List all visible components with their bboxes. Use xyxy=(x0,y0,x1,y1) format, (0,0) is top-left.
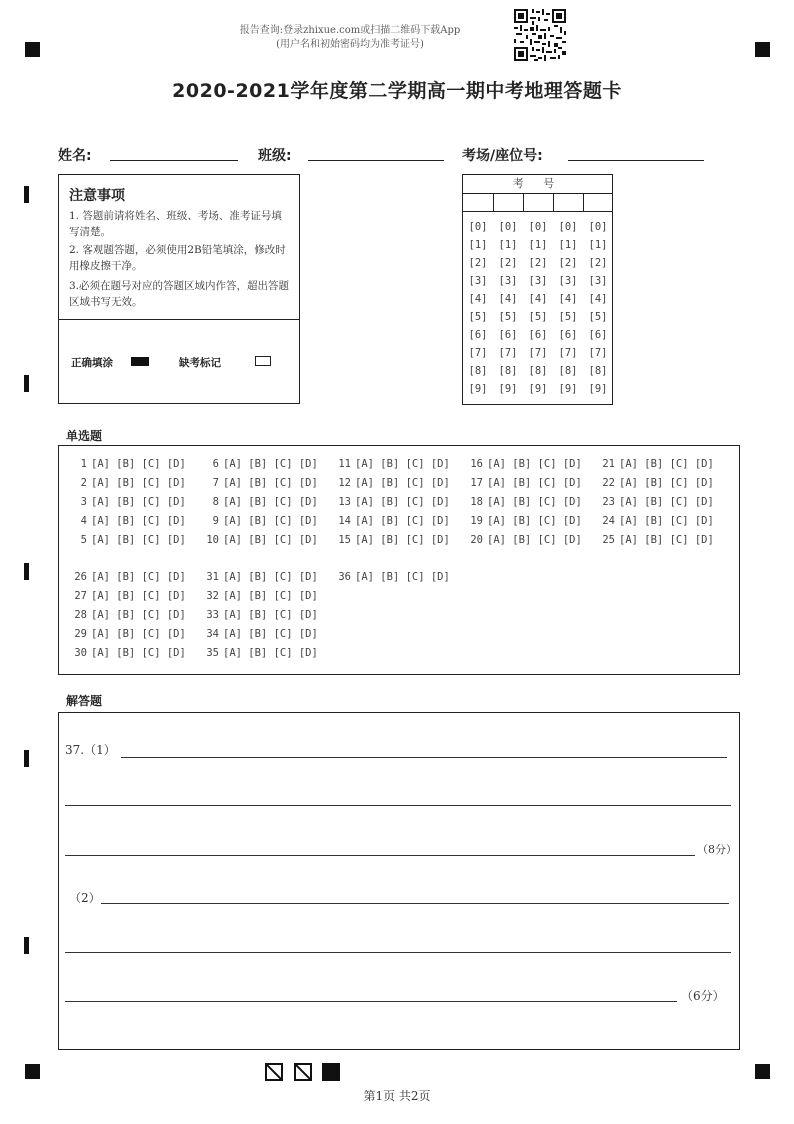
mc-question-number: 13 xyxy=(338,496,351,508)
single-choice-label: 单选题 xyxy=(66,429,103,443)
exam-digit-bubble[interactable]: [6] xyxy=(588,329,608,341)
exam-digit-bubble[interactable]: [8] xyxy=(468,365,488,377)
answer-line[interactable] xyxy=(65,1001,677,1002)
answer-line[interactable] xyxy=(65,805,731,806)
exam-digit-bubble[interactable]: [2] xyxy=(528,257,548,269)
qr-code-icon xyxy=(514,9,566,61)
mc-question xyxy=(597,515,729,527)
exam-digit-bubble[interactable]: [9] xyxy=(528,383,548,395)
mc-answer-options[interactable]: [A] [B] [C] [D] xyxy=(619,534,714,546)
mc-question xyxy=(69,496,201,508)
corner-mark-bottom-right xyxy=(755,1064,770,1079)
notice-item: 3.必须在题号对应的答题区域内作答，超出答题区域书写无效。 xyxy=(69,280,290,308)
mc-question xyxy=(69,534,201,546)
mc-answer-options[interactable]: [A] [B] [C] [D] xyxy=(223,458,318,470)
mc-question-number: 3 xyxy=(80,496,87,508)
exam-digit-bubble[interactable]: [6] xyxy=(498,329,518,341)
page-number: 第1页 共2页 xyxy=(363,1089,431,1103)
exam-digit-bubble[interactable]: [0] xyxy=(528,221,548,233)
notice-item: 2. 客观题答题，必须使用2B铅笔填涂，修改时用橡皮擦干净。 xyxy=(69,244,286,272)
mc-answer-options[interactable]: [A] [B] [C] [D] xyxy=(91,609,186,621)
mc-answer-options[interactable]: [A] [B] [C] [D] xyxy=(91,458,186,470)
exam-digit-bubble[interactable]: [1] xyxy=(468,239,488,251)
exam-digit-bubble[interactable]: [8] xyxy=(558,365,578,377)
exam-number-title: 考 号 xyxy=(463,175,612,194)
side-mark xyxy=(24,375,29,392)
mc-answer-options[interactable]: [A] [B] [C] [D] xyxy=(223,477,318,489)
exam-digit-bubble[interactable]: [5] xyxy=(588,311,608,323)
divider xyxy=(493,193,494,211)
exam-digit-bubble[interactable]: [4] xyxy=(468,293,488,305)
mc-question xyxy=(465,477,597,489)
exam-digit-bubble[interactable]: [4] xyxy=(558,293,578,305)
mc-answer-options[interactable]: [A] [B] [C] [D] xyxy=(487,534,582,546)
mc-question xyxy=(465,496,597,508)
score-label: （6分） xyxy=(681,989,725,1003)
mc-answer-options[interactable]: [A] [B] [C] [D] xyxy=(487,458,582,470)
corner-mark-top-right xyxy=(755,42,770,57)
exam-digit-bubble[interactable]: [4] xyxy=(588,293,608,305)
mc-question-number: 7 xyxy=(212,477,219,489)
mc-question-number: 24 xyxy=(602,515,615,527)
side-mark xyxy=(24,750,29,767)
exam-digit-bubble[interactable]: [1] xyxy=(588,239,608,251)
mc-answer-options[interactable]: [A] [B] [C] [D] xyxy=(223,534,318,546)
exam-digit-bubble[interactable]: [9] xyxy=(558,383,578,395)
mc-question xyxy=(333,515,465,527)
mc-question-number: 20 xyxy=(470,534,483,546)
class-label: 班级: xyxy=(258,148,292,164)
side-mark xyxy=(24,937,29,954)
page-marker-filled-icon xyxy=(322,1063,340,1081)
mc-question xyxy=(597,496,729,508)
mc-answer-options[interactable]: [A] [B] [C] [D] xyxy=(91,590,186,602)
mc-answer-options[interactable]: [A] [B] [C] [D] xyxy=(91,628,186,640)
mc-question xyxy=(201,571,333,583)
mc-question-number: 17 xyxy=(470,477,483,489)
answer-line[interactable] xyxy=(121,757,727,758)
mc-question xyxy=(597,534,729,546)
exam-digit-bubble[interactable]: [3] xyxy=(558,275,578,287)
mc-question-number: 35 xyxy=(206,647,219,659)
mc-answer-options[interactable]: [A] [B] [C] [D] xyxy=(223,590,318,602)
answer-box xyxy=(58,712,740,1050)
mc-question xyxy=(201,515,333,527)
mc-answer-options[interactable]: [A] [B] [C] [D] xyxy=(91,571,186,583)
answer-section-label: 解答题 xyxy=(66,694,103,708)
login-hint-text: (用户名和初始密码均为准考证号) xyxy=(276,39,424,50)
exam-number-write-row[interactable] xyxy=(463,193,612,212)
mc-question xyxy=(201,647,333,659)
corner-mark-top-left xyxy=(25,42,40,57)
mc-question-number: 9 xyxy=(212,515,219,527)
exam-digit-bubble[interactable]: [6] xyxy=(558,329,578,341)
mc-question xyxy=(333,534,465,546)
exam-digit-bubble[interactable]: [8] xyxy=(498,365,518,377)
mc-question-number: 23 xyxy=(602,496,615,508)
notice-title: 注意事项 xyxy=(69,188,125,204)
exam-digit-bubble[interactable]: [7] xyxy=(588,347,608,359)
mc-question-number: 2 xyxy=(80,477,87,489)
mc-question-number: 6 xyxy=(212,458,219,470)
mc-answer-options[interactable]: [A] [B] [C] [D] xyxy=(487,496,582,508)
exam-digit-bubble[interactable]: [5] xyxy=(558,311,578,323)
mc-answer-options[interactable]: [A] [B] [C] [D] xyxy=(223,628,318,640)
mc-answer-options[interactable]: [A] [B] [C] [D] xyxy=(355,571,450,583)
exam-digit-bubble[interactable]: [5] xyxy=(498,311,518,323)
mc-answer-options[interactable]: [A] [B] [C] [D] xyxy=(355,534,450,546)
mc-answer-options[interactable]: [A] [B] [C] [D] xyxy=(355,458,450,470)
divider xyxy=(59,319,299,320)
exam-digit-bubble[interactable]: [9] xyxy=(498,383,518,395)
mc-answer-options[interactable]: [A] [B] [C] [D] xyxy=(619,458,714,470)
mc-answer-options[interactable]: [A] [B] [C] [D] xyxy=(223,515,318,527)
mc-answer-options[interactable]: [A] [B] [C] [D] xyxy=(619,496,714,508)
mc-question xyxy=(69,515,201,527)
mc-question-number: 26 xyxy=(74,571,87,583)
mc-answer-options[interactable]: [A] [B] [C] [D] xyxy=(223,496,318,508)
mc-answer-options[interactable]: [A] [B] [C] [D] xyxy=(223,571,318,583)
name-field[interactable] xyxy=(110,160,238,161)
mc-question-number: 34 xyxy=(206,628,219,640)
mc-question-number: 27 xyxy=(74,590,87,602)
mc-question xyxy=(69,477,201,489)
absent-mark-checkbox[interactable] xyxy=(255,356,271,366)
mc-question xyxy=(69,571,201,583)
mc-question xyxy=(69,458,201,470)
answer-line[interactable] xyxy=(101,903,729,904)
mc-question xyxy=(465,458,597,470)
mc-answer-options[interactable]: [A] [B] [C] [D] xyxy=(91,534,186,546)
mc-question xyxy=(333,477,465,489)
page-marker-slash-icon xyxy=(265,1063,283,1081)
mc-question-number: 30 xyxy=(74,647,87,659)
mc-question-number: 1 xyxy=(80,458,87,470)
divider xyxy=(583,193,584,211)
exam-digit-bubble[interactable]: [7] xyxy=(558,347,578,359)
mc-question-number: 31 xyxy=(206,571,219,583)
notice-item: 1. 答题前请将姓名、班级、考场、准考证号填写清楚。 xyxy=(69,210,282,238)
mc-question-number: 12 xyxy=(338,477,351,489)
exam-digit-bubble[interactable]: [7] xyxy=(468,347,488,359)
exam-digit-bubble[interactable]: [4] xyxy=(498,293,518,305)
exam-digit-bubble[interactable]: [9] xyxy=(468,383,488,395)
mc-question-number: 10 xyxy=(206,534,219,546)
mc-question xyxy=(465,534,597,546)
mc-question xyxy=(201,458,333,470)
mc-answer-options[interactable]: [A] [B] [C] [D] xyxy=(355,477,450,489)
exam-number-box xyxy=(462,174,613,405)
mc-question xyxy=(333,496,465,508)
exam-digit-bubble[interactable]: [3] xyxy=(528,275,548,287)
mc-question xyxy=(201,628,333,640)
exam-digit-bubble[interactable]: [6] xyxy=(528,329,548,341)
mc-question-number: 15 xyxy=(338,534,351,546)
mc-question-number: 21 xyxy=(602,458,615,470)
mc-answer-options[interactable]: [A] [B] [C] [D] xyxy=(91,496,186,508)
answer-line[interactable] xyxy=(65,952,731,953)
mc-answer-options[interactable]: [A] [B] [C] [D] xyxy=(223,609,318,621)
mc-answer-options[interactable]: [A] [B] [C] [D] xyxy=(91,515,186,527)
seat-field[interactable] xyxy=(568,160,704,161)
mc-question xyxy=(597,477,729,489)
exam-digit-bubble[interactable]: [2] xyxy=(468,257,488,269)
exam-digit-bubble[interactable]: [5] xyxy=(468,311,488,323)
mc-answer-options[interactable]: [A] [B] [C] [D] xyxy=(91,647,186,659)
mc-question-number: 32 xyxy=(206,590,219,602)
mc-answer-options[interactable]: [A] [B] [C] [D] xyxy=(487,477,582,489)
absent-mark-label: 缺考标记 xyxy=(179,357,221,369)
mc-question xyxy=(69,647,201,659)
mc-question-number: 19 xyxy=(470,515,483,527)
exam-digit-bubble[interactable]: [0] xyxy=(558,221,578,233)
exam-digit-bubble[interactable]: [0] xyxy=(498,221,518,233)
mc-question xyxy=(69,590,201,602)
mc-question-number: 5 xyxy=(80,534,87,546)
name-label: 姓名: xyxy=(58,148,92,164)
corner-mark-bottom-left xyxy=(25,1064,40,1079)
part2-label: （2） xyxy=(69,891,101,905)
exam-digit-bubble[interactable]: [6] xyxy=(468,329,488,341)
report-query-text: 报告查询:登录zhixue.com或扫描二维码下载App xyxy=(239,25,461,36)
correct-fill-sample-icon xyxy=(131,357,149,366)
mc-answer-options[interactable]: [A] [B] [C] [D] xyxy=(619,477,714,489)
mc-question xyxy=(69,609,201,621)
exam-digit-bubble[interactable]: [2] xyxy=(498,257,518,269)
mc-question-number: 18 xyxy=(470,496,483,508)
divider xyxy=(523,193,524,211)
correct-fill-label: 正确填涂 xyxy=(71,357,113,369)
side-mark xyxy=(24,186,29,203)
mc-question-number: 33 xyxy=(206,609,219,621)
exam-digit-bubble[interactable]: [7] xyxy=(528,347,548,359)
mc-question-number: 8 xyxy=(212,496,219,508)
q37-label: 37.（1） xyxy=(65,743,116,757)
mc-question xyxy=(69,628,201,640)
notice-box xyxy=(58,174,300,404)
exam-digit-bubble[interactable]: [8] xyxy=(528,365,548,377)
mc-question xyxy=(201,590,333,602)
exam-digit-bubble[interactable]: [2] xyxy=(558,257,578,269)
exam-digit-bubble[interactable]: [7] xyxy=(498,347,518,359)
divider xyxy=(553,193,554,211)
exam-digit-bubble[interactable]: [1] xyxy=(528,239,548,251)
mc-question xyxy=(597,458,729,470)
exam-digit-bubble[interactable]: [8] xyxy=(588,365,608,377)
mc-question-number: 28 xyxy=(74,609,87,621)
exam-digit-bubble[interactable]: [9] xyxy=(588,383,608,395)
mc-question xyxy=(333,571,465,583)
exam-digit-bubble[interactable]: [1] xyxy=(498,239,518,251)
mc-answer-options[interactable]: [A] [B] [C] [D] xyxy=(91,477,186,489)
exam-digit-bubble[interactable]: [0] xyxy=(588,221,608,233)
page-title: 2020-2021学年度第二学期高一期中考地理答题卡 xyxy=(172,80,622,102)
mc-question-number: 22 xyxy=(602,477,615,489)
exam-digit-bubble[interactable]: [5] xyxy=(528,311,548,323)
exam-digit-bubble[interactable]: [3] xyxy=(468,275,488,287)
single-choice-box xyxy=(58,445,740,675)
side-mark xyxy=(24,563,29,580)
exam-digit-bubble[interactable]: [2] xyxy=(588,257,608,269)
class-field[interactable] xyxy=(308,160,444,161)
mc-question-number: 36 xyxy=(338,571,351,583)
mc-answer-options[interactable]: [A] [B] [C] [D] xyxy=(487,515,582,527)
seat-label: 考场/座位号: xyxy=(462,148,543,164)
mc-question-number: 4 xyxy=(80,515,87,527)
mc-question-number: 29 xyxy=(74,628,87,640)
mc-question-number: 25 xyxy=(602,534,615,546)
mc-question-number: 11 xyxy=(338,458,351,470)
page-marker-slash-icon xyxy=(294,1063,312,1081)
mc-answer-options[interactable]: [A] [B] [C] [D] xyxy=(355,515,450,527)
exam-digit-bubble[interactable]: [1] xyxy=(558,239,578,251)
mc-answer-options[interactable]: [A] [B] [C] [D] xyxy=(355,496,450,508)
mc-question xyxy=(333,458,465,470)
mc-question-number: 16 xyxy=(470,458,483,470)
mc-question xyxy=(201,609,333,621)
answer-line[interactable] xyxy=(65,855,695,856)
score-label: （8分） xyxy=(697,843,737,856)
mc-answer-options[interactable]: [A] [B] [C] [D] xyxy=(619,515,714,527)
mc-question xyxy=(201,496,333,508)
mc-question-number: 14 xyxy=(338,515,351,527)
mc-answer-options[interactable]: [A] [B] [C] [D] xyxy=(223,647,318,659)
exam-digit-bubble[interactable]: [4] xyxy=(528,293,548,305)
exam-digit-bubble[interactable]: [0] xyxy=(468,221,488,233)
exam-digit-bubble[interactable]: [3] xyxy=(588,275,608,287)
mc-question xyxy=(465,515,597,527)
exam-digit-bubble[interactable]: [3] xyxy=(498,275,518,287)
mc-question xyxy=(201,534,333,546)
mc-question xyxy=(201,477,333,489)
